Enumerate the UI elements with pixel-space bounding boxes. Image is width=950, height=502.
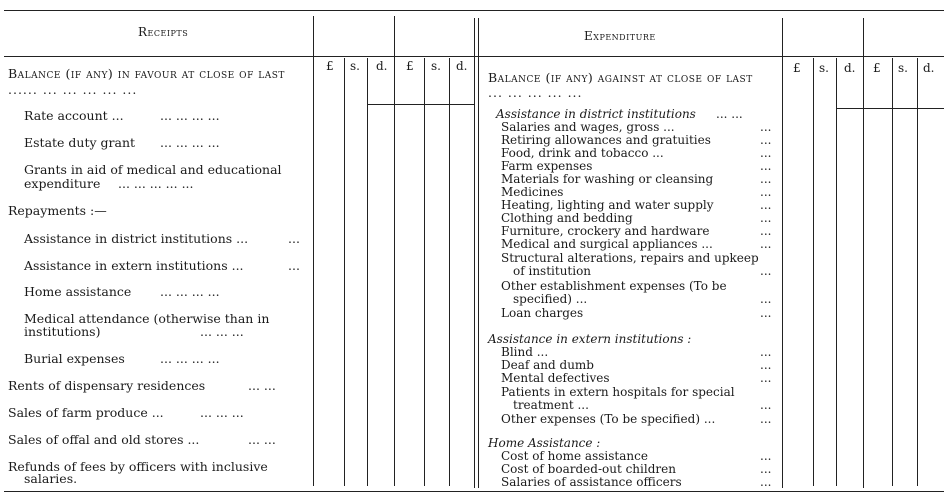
receipts-column-rule xyxy=(313,16,314,486)
expenditure-line: Loan charges xyxy=(501,306,584,320)
expenditure-line: Retiring allowances and gratuities xyxy=(501,133,711,147)
expenditure-line-continuation: treatment ... xyxy=(513,398,589,412)
receipts-column-rule xyxy=(424,58,425,486)
leader-dots: ... xyxy=(760,358,772,372)
leader-dots: ... xyxy=(760,292,772,306)
section-title: Home Assistance : xyxy=(488,436,601,450)
leader-dots: ... ... xyxy=(248,378,276,393)
expenditure-column-rule xyxy=(892,58,893,486)
leader-dots: ... xyxy=(760,475,772,489)
expenditure-line: Clothing and bedding xyxy=(501,211,633,225)
leader-dots: ... xyxy=(760,264,772,278)
centre-divider xyxy=(478,18,479,488)
expenditure-column-rule xyxy=(836,58,837,486)
top-rule xyxy=(4,10,944,11)
expenditure-column-rule xyxy=(863,18,864,488)
expenditure-line: Cost of home assistance xyxy=(501,449,648,463)
expenditure-line: Materials for washing or cleansing xyxy=(501,172,714,186)
section-title: Assistance in district institutions xyxy=(496,107,696,121)
expenditure-balance-rule xyxy=(836,108,944,109)
expenditure-line: Salaries of assistance officers xyxy=(501,475,682,489)
leader-dots: ... xyxy=(288,258,300,273)
leader-dots: ... ... ... xyxy=(200,405,244,420)
receipts-column-rule xyxy=(449,58,450,486)
section-title: Assistance in extern institutions : xyxy=(488,332,692,346)
shilling-header: s. xyxy=(819,61,829,75)
expenditure-column-rule xyxy=(917,58,918,486)
leader-dots: ... xyxy=(760,211,772,225)
leader-dots: ... xyxy=(760,133,772,147)
expenditure-column-rule xyxy=(813,58,814,486)
leader-dots: ... xyxy=(760,412,772,426)
expenditure-line: Other expenses (To be specified) ... xyxy=(501,412,716,426)
receipt-item: Repayments :— xyxy=(8,203,107,218)
expenditure-line: Deaf and dumb xyxy=(501,358,594,372)
receipt-item: Estate duty grant xyxy=(24,135,136,150)
leader-dots: ... xyxy=(760,371,772,385)
leader-dots: ... ... ... ... xyxy=(160,108,220,123)
leader-dots: ... xyxy=(760,449,772,463)
receipts-balance-dots: ...... ... ... ... ... ... xyxy=(8,82,138,97)
leader-dots: ... ... ... xyxy=(200,324,244,339)
receipt-item: Sales of offal and old stores ... xyxy=(8,432,200,447)
leader-dots: ... xyxy=(760,120,772,134)
receipt-item: Burial expenses xyxy=(24,351,125,366)
pence-header: d. xyxy=(376,59,388,73)
receipts-balance-label: Balance (if any) in favour at close of last xyxy=(8,66,285,81)
receipt-item-continuation: institutions) xyxy=(24,324,101,339)
receipt-item: Sales of farm produce ... xyxy=(8,405,164,420)
expenditure-line: Furniture, crockery and hardware xyxy=(501,224,710,238)
expenditure-line: Heating, lighting and water supply xyxy=(501,198,714,212)
expenditure-balance-dots: ... ... ... ... ... xyxy=(488,85,583,100)
leader-dots: ... xyxy=(760,306,772,320)
leader-dots: ... xyxy=(760,198,772,212)
receipt-item: Grants in aid of medical and educational xyxy=(24,162,282,177)
leader-dots: ... ... ... ... xyxy=(160,351,220,366)
leader-dots: ... xyxy=(760,185,772,199)
leader-dots: ... xyxy=(760,398,772,412)
expenditure-balance-label: Balance (if any) against at close of last xyxy=(488,70,753,85)
bottom-rule xyxy=(4,491,944,492)
receipt-item: Assistance in extern institutions ... xyxy=(24,258,244,273)
centre-divider xyxy=(474,18,475,488)
expenditure-line: Farm expenses xyxy=(501,159,593,173)
expenditure-line: Food, drink and tobacco ... xyxy=(501,146,664,160)
expenditure-line: Salaries and wages, gross ... xyxy=(501,120,675,134)
pound-header: £ xyxy=(873,61,881,75)
receipt-item: Refunds of fees by officers with inclusive xyxy=(8,459,268,474)
leader-dots: ... xyxy=(288,231,300,246)
expenditure-line: Patients in extern hospitals for special xyxy=(501,385,735,399)
receipt-item: Medical attendance (otherwise than in xyxy=(24,311,270,326)
expenditure-heading: Expenditure xyxy=(584,29,656,43)
leader-dots: ... xyxy=(760,146,772,160)
leader-dots: ... ... xyxy=(716,107,743,121)
receipt-item: Rate account ... xyxy=(24,108,124,123)
receipts-column-rule xyxy=(394,16,395,486)
pence-header: d. xyxy=(923,61,935,75)
shilling-header: s. xyxy=(350,59,360,73)
expenditure-line: Mental defectives xyxy=(501,371,610,385)
expenditure-line: Other establishment expenses (To be xyxy=(501,279,727,293)
receipt-item: Home assistance xyxy=(24,284,132,299)
expenditure-line: Medical and surgical appliances ... xyxy=(501,237,713,251)
leader-dots: ... xyxy=(760,159,772,173)
receipts-balance-rule xyxy=(367,104,474,105)
leader-dots: ... ... ... ... xyxy=(160,284,220,299)
receipts-column-rule xyxy=(367,58,368,486)
expenditure-line: Structural alterations, repairs and upkeep xyxy=(501,251,759,265)
receipt-item-continuation: salaries. xyxy=(24,471,78,486)
leader-dots: ... xyxy=(760,462,772,476)
leader-dots: ... ... xyxy=(248,432,276,447)
pound-header: £ xyxy=(406,59,414,73)
leader-dots: ... ... ... ... xyxy=(160,135,220,150)
leader-dots: ... ... ... ... ... xyxy=(118,176,194,191)
pound-header: £ xyxy=(793,61,801,75)
leader-dots: ... xyxy=(760,345,772,359)
receipt-item: Assistance in district institutions ... xyxy=(24,231,249,246)
expenditure-column-rule xyxy=(782,18,783,488)
pence-header: d. xyxy=(456,59,468,73)
pound-header: £ xyxy=(326,59,334,73)
shilling-header: s. xyxy=(431,59,441,73)
expenditure-line: Blind ... xyxy=(501,345,549,359)
receipts-heading: Receipts xyxy=(138,25,189,39)
expenditure-line: Medicines xyxy=(501,185,564,199)
expenditure-line-continuation: of institution xyxy=(513,264,592,278)
leader-dots: ... xyxy=(760,172,772,186)
expenditure-line: Cost of boarded-out children xyxy=(501,462,676,476)
receipt-item: Rents of dispensary residences xyxy=(8,378,206,393)
receipts-column-rule xyxy=(344,58,345,486)
leader-dots: ... xyxy=(760,224,772,238)
leader-dots: ... xyxy=(760,237,772,251)
pence-header: d. xyxy=(844,61,856,75)
receipt-item-continuation: expenditure xyxy=(24,176,101,191)
shilling-header: s. xyxy=(898,61,908,75)
expenditure-line-continuation: specified) ... xyxy=(513,292,588,306)
